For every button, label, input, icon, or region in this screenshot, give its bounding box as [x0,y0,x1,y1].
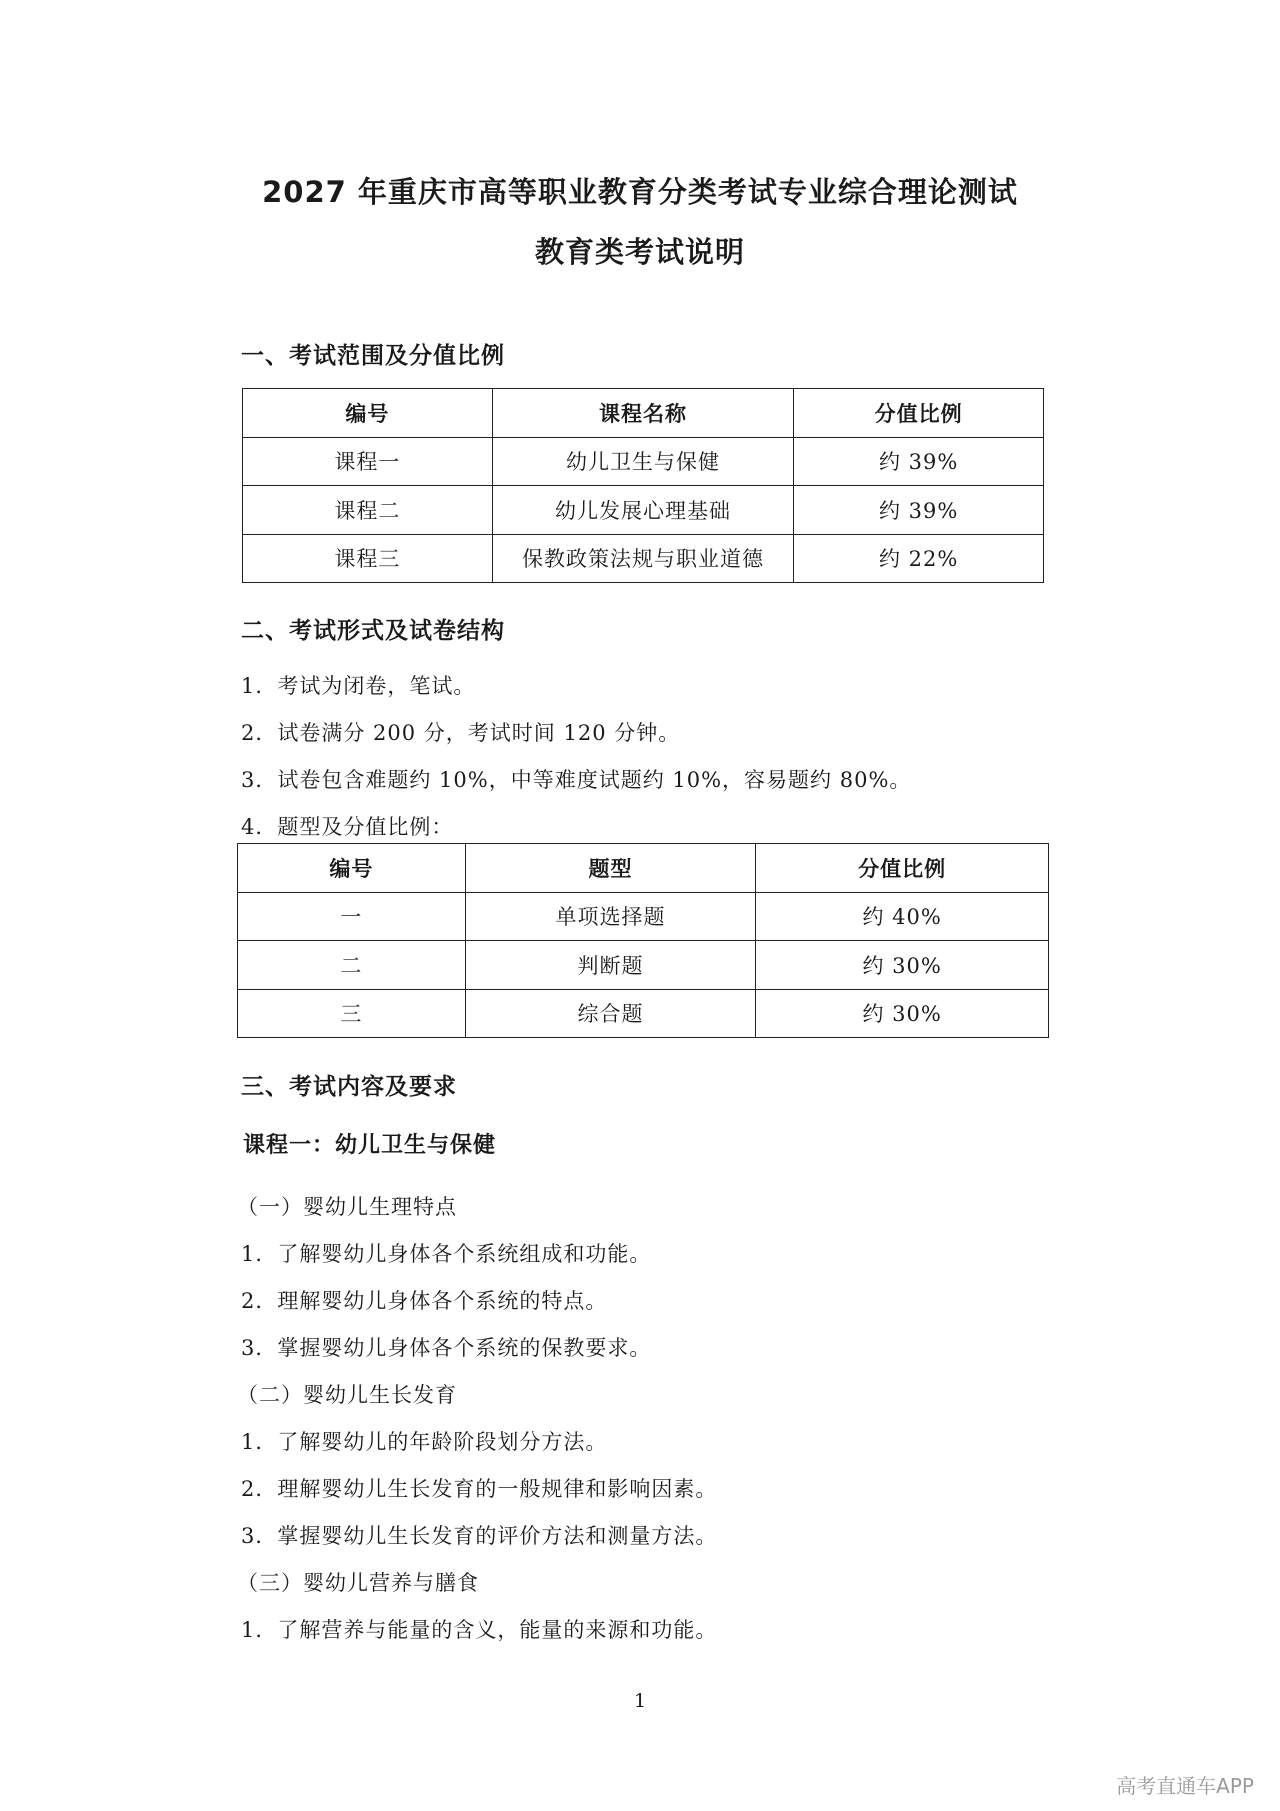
table-cell: 约 30% [756,941,1049,990]
table-header-cell: 题型 [465,844,756,893]
list-item: 3．掌握婴幼儿生长发育的评价方法和测量方法。 [241,1524,718,1548]
section-heading-3: 三、考试内容及要求 [241,1074,457,1100]
list-item: 2．试卷满分 200 分，考试时间 120 分钟。 [241,721,681,745]
list-item: 1．了解婴幼儿的年龄阶段划分方法。 [241,1430,608,1454]
course-score-table [242,388,1044,583]
table-cell: 课程三 [243,534,493,583]
list-item: 3．试卷包含难题约 10%，中等难度试题约 10%，容易题约 80%。 [241,768,912,792]
table-cell: 单项选择题 [465,892,756,941]
table-cell: 幼儿卫生与保健 [492,437,794,486]
list-item: 2．理解婴幼儿身体各个系统的特点。 [241,1289,608,1313]
table-row [243,486,1044,535]
course-title: 课程一：幼儿卫生与保健 [243,1133,497,1158]
document-title: 2027 年重庆市高等职业教育分类考试专业综合理论测试 [262,175,1018,209]
table-row [243,534,1044,583]
list-item: 1．了解营养与能量的含义，能量的来源和功能。 [241,1618,718,1642]
table-cell: 约 40% [756,892,1049,941]
document-subtitle: 教育类考试说明 [534,235,745,269]
table-header-cell: 编号 [243,389,493,438]
table-cell: 约 39% [794,437,1044,486]
table-header-row [243,389,1044,438]
subsection-heading: （一）婴幼儿生理特点 [237,1195,457,1219]
table-cell: 判断题 [465,941,756,990]
table-cell: 课程一 [243,437,493,486]
table-cell: 保教政策法规与职业道德 [492,534,794,583]
page-number: 1 [633,1690,647,1712]
table-header-cell: 编号 [238,844,466,893]
watermark: 高考直通车APP [1116,1774,1254,1798]
list-item: 2．理解婴幼儿生长发育的一般规律和影响因素。 [241,1477,718,1501]
table-cell: 一 [238,892,466,941]
list-item: 1．考试为闭卷，笔试。 [241,674,476,698]
table-cell: 约 30% [756,989,1049,1038]
list-item: 1．了解婴幼儿身体各个系统组成和功能。 [241,1242,652,1266]
table-header-row [238,844,1049,893]
list-item: 4．题型及分值比例： [241,815,454,839]
table-cell: 三 [238,989,466,1038]
table-row [238,892,1049,941]
table-cell: 二 [238,941,466,990]
subsection-heading: （二）婴幼儿生长发育 [237,1383,457,1407]
table-cell: 综合题 [465,989,756,1038]
table-row [243,437,1044,486]
section-heading-1: 一、考试范围及分值比例 [241,343,505,369]
table-cell: 课程二 [243,486,493,535]
list-item: 3．掌握婴幼儿身体各个系统的保教要求。 [241,1336,652,1360]
table-cell: 约 39% [794,486,1044,535]
table-row [238,989,1049,1038]
table-header-cell: 分值比例 [794,389,1044,438]
question-type-table [237,843,1049,1038]
subsection-heading: （三）婴幼儿营养与膳食 [237,1571,479,1595]
table-row [238,941,1049,990]
table-header-cell: 分值比例 [756,844,1049,893]
table-header-cell: 课程名称 [492,389,794,438]
table-cell: 约 22% [794,534,1044,583]
section-heading-2: 二、考试形式及试卷结构 [241,618,505,644]
table-cell: 幼儿发展心理基础 [492,486,794,535]
